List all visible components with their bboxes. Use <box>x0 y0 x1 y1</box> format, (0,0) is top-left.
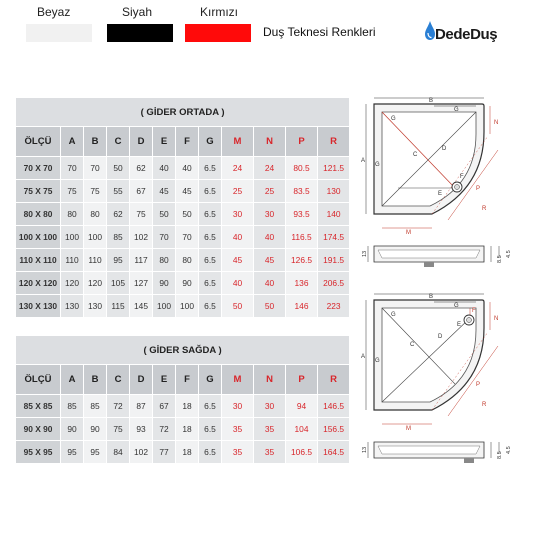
legend-label-red: Kırmızı <box>200 5 238 19</box>
table-cell: 126.5 <box>286 249 318 272</box>
table-cell: 45 <box>153 180 176 203</box>
dim-label-p: P <box>476 186 481 192</box>
table-cell: 18 <box>176 418 199 441</box>
table-cell: 40 <box>222 226 254 249</box>
table-cell: 83.5 <box>286 180 318 203</box>
table-cell: 25 <box>254 180 286 203</box>
table-cell: 191.5 <box>318 249 350 272</box>
dim-label-b: B <box>429 294 434 300</box>
table-cell: 130 <box>84 295 107 318</box>
table-cell: 87 <box>130 395 153 418</box>
profile-height-label: 13 <box>362 250 368 257</box>
table-cell: 95 <box>61 441 84 464</box>
table-cell: 80 <box>153 249 176 272</box>
table-cell: 85 <box>61 395 84 418</box>
table-cell: 106.5 <box>286 441 318 464</box>
table-row <box>16 249 350 272</box>
table-cell: 85 <box>107 226 130 249</box>
table-cell: 25 <box>222 180 254 203</box>
table-cell: 102 <box>130 226 153 249</box>
table-cell: 70 <box>153 226 176 249</box>
table-cell: 120 <box>84 272 107 295</box>
dim-label-e: E <box>438 191 443 197</box>
dim-label-a: A <box>361 354 366 360</box>
table-cell: 130 <box>61 295 84 318</box>
table-cell: 100 <box>84 226 107 249</box>
table-cell: 35 <box>222 418 254 441</box>
size-cell: 70 X 70 <box>16 157 61 180</box>
table-cell: 24 <box>222 157 254 180</box>
profile-depth-label-b: 4.5 <box>506 446 512 454</box>
table-cell: 45 <box>176 180 199 203</box>
brand-logo <box>423 19 515 45</box>
dim-label-p: P <box>476 382 481 388</box>
size-cell: 85 X 85 <box>16 395 61 418</box>
swatch-black <box>107 24 173 42</box>
table-cell: 146.5 <box>318 395 350 418</box>
table-cell: 100 <box>153 295 176 318</box>
table-cell: 75 <box>84 180 107 203</box>
table-cell: 104 <box>286 418 318 441</box>
dim-label-b: B <box>429 98 434 104</box>
table-cell: 50 <box>153 203 176 226</box>
dim-label-g2: G <box>391 312 396 318</box>
column-header: B <box>84 365 107 395</box>
table-row <box>16 180 350 203</box>
table-cell: 136 <box>286 272 318 295</box>
table-cell: 30 <box>254 203 286 226</box>
dim-label-f: F <box>460 174 464 180</box>
column-header: C <box>107 127 130 157</box>
dim-label-a: A <box>361 158 366 164</box>
table-cell: 115 <box>107 295 130 318</box>
column-header: P <box>286 365 318 395</box>
table-row <box>16 395 350 418</box>
profile-depth-label-a: 8.5 <box>497 255 503 263</box>
table-cell: 6.5 <box>199 441 222 464</box>
table-cell: 94 <box>286 395 318 418</box>
table-row <box>16 418 350 441</box>
column-header: F <box>176 127 199 157</box>
table-row <box>16 441 350 464</box>
table-cell: 140 <box>318 203 350 226</box>
table-cell: 30 <box>222 395 254 418</box>
table-cell: 50 <box>254 295 286 318</box>
table-cell: 105 <box>107 272 130 295</box>
table-title: ( GİDER SAĞDA ) <box>16 336 350 365</box>
size-cell: 95 X 95 <box>16 441 61 464</box>
size-cell: 130 X 130 <box>16 295 61 318</box>
column-header: M <box>222 127 254 157</box>
table-cell: 40 <box>254 226 286 249</box>
table-cell: 6.5 <box>199 226 222 249</box>
water-drop-logo-icon <box>423 19 515 45</box>
table-cell: 75 <box>130 203 153 226</box>
profile-depth-label-a: 8.5 <box>497 451 503 459</box>
table-cell: 93 <box>130 418 153 441</box>
table-cell: 35 <box>254 441 286 464</box>
table-cell: 6.5 <box>199 157 222 180</box>
table-cell: 117 <box>130 249 153 272</box>
table-cell: 6.5 <box>199 295 222 318</box>
table-cell: 40 <box>153 157 176 180</box>
table-cell: 223 <box>318 295 350 318</box>
dim-label-f: F <box>472 308 476 314</box>
column-header: N <box>254 127 286 157</box>
size-cell: 100 X 100 <box>16 226 61 249</box>
table-cell: 102 <box>130 441 153 464</box>
column-header: N <box>254 365 286 395</box>
column-header: C <box>107 365 130 395</box>
table-cell: 35 <box>254 418 286 441</box>
dim-label-m: M <box>406 426 411 432</box>
dim-label-g: G <box>454 107 459 113</box>
table-cell: 95 <box>84 441 107 464</box>
table-cell: 67 <box>153 395 176 418</box>
size-cell: 80 X 80 <box>16 203 61 226</box>
column-header: D <box>130 127 153 157</box>
table-cell: 62 <box>130 157 153 180</box>
dim-label-g2: G <box>391 116 396 122</box>
table-cell: 50 <box>107 157 130 180</box>
table-cell: 70 <box>176 226 199 249</box>
column-header: F <box>176 365 199 395</box>
table-cell: 80 <box>84 203 107 226</box>
table-cell: 72 <box>107 395 130 418</box>
table-cell: 116.5 <box>286 226 318 249</box>
table-cell: 70 <box>84 157 107 180</box>
column-header: G <box>199 127 222 157</box>
size-cell: 75 X 75 <box>16 180 61 203</box>
dim-label-d: D <box>442 146 447 152</box>
table-cell: 75 <box>107 418 130 441</box>
table-cell: 62 <box>107 203 130 226</box>
table-cell: 30 <box>254 395 286 418</box>
table-cell: 146 <box>286 295 318 318</box>
table-cell: 30 <box>222 203 254 226</box>
table-cell: 24 <box>254 157 286 180</box>
table-row <box>16 272 350 295</box>
table-cell: 45 <box>222 249 254 272</box>
table-cell: 6.5 <box>199 203 222 226</box>
table-cell: 90 <box>176 272 199 295</box>
table-cell: 18 <box>176 395 199 418</box>
dim-label-r: R <box>482 402 487 408</box>
table-cell: 80.5 <box>286 157 318 180</box>
table-cell: 6.5 <box>199 395 222 418</box>
size-cell: 110 X 110 <box>16 249 61 272</box>
table-cell: 121.5 <box>318 157 350 180</box>
table-cell: 80 <box>176 249 199 272</box>
table-cell: 93.5 <box>286 203 318 226</box>
table-cell: 90 <box>153 272 176 295</box>
profile-height-label: 13 <box>362 446 368 453</box>
dim-label-m: M <box>406 230 411 236</box>
table-cell: 84 <box>107 441 130 464</box>
swatch-red <box>185 24 251 42</box>
table-cell: 174.5 <box>318 226 350 249</box>
dim-label-c: C <box>413 152 418 158</box>
dim-label-g3: G <box>375 358 380 364</box>
table-row <box>16 203 350 226</box>
table-cell: 145 <box>130 295 153 318</box>
column-header: E <box>153 365 176 395</box>
size-cell: 90 X 90 <box>16 418 61 441</box>
table-cell: 75 <box>61 180 84 203</box>
table-row <box>16 295 350 318</box>
table-row <box>16 157 350 180</box>
profile-depth-label-b: 4.5 <box>506 250 512 258</box>
table-cell: 110 <box>61 249 84 272</box>
table-cell: 55 <box>107 180 130 203</box>
column-header: R <box>318 365 350 395</box>
table-cell: 90 <box>84 418 107 441</box>
dim-label-n: N <box>494 120 499 126</box>
table-cell: 80 <box>61 203 84 226</box>
column-header: ÖLÇÜ <box>16 365 61 395</box>
table-cell: 50 <box>176 203 199 226</box>
table-cell: 40 <box>176 157 199 180</box>
table-cell: 85 <box>84 395 107 418</box>
dim-label-e: E <box>457 322 462 328</box>
column-header: R <box>318 127 350 157</box>
swatch-white <box>26 24 92 42</box>
table-cell: 50 <box>222 295 254 318</box>
column-header: ÖLÇÜ <box>16 127 61 157</box>
column-header: A <box>61 365 84 395</box>
table-cell: 6.5 <box>199 249 222 272</box>
table-cell: 120 <box>61 272 84 295</box>
dim-label-d: D <box>438 334 443 340</box>
table-cell: 164.5 <box>318 441 350 464</box>
table-cell: 130 <box>318 180 350 203</box>
table-cell: 6.5 <box>199 180 222 203</box>
column-header: A <box>61 127 84 157</box>
legend-label-white: Beyaz <box>37 5 71 19</box>
table-cell: 206.5 <box>318 272 350 295</box>
brand-logo-text: DedeDuş <box>435 26 498 43</box>
table-cell: 18 <box>176 441 199 464</box>
table-cell: 6.5 <box>199 272 222 295</box>
table-cell: 90 <box>61 418 84 441</box>
diagram-center-drain <box>358 92 533 272</box>
spec-table-side-drain <box>15 335 350 464</box>
table-cell: 72 <box>153 418 176 441</box>
table-cell: 40 <box>222 272 254 295</box>
table-cell: 67 <box>130 180 153 203</box>
dim-label-c: C <box>410 342 415 348</box>
column-header: D <box>130 365 153 395</box>
dim-label-g: G <box>454 303 459 309</box>
legend-label-black: Siyah <box>122 5 153 19</box>
table-cell: 35 <box>222 441 254 464</box>
table-cell: 100 <box>176 295 199 318</box>
diagram-side-drain <box>358 288 533 468</box>
column-header: B <box>84 127 107 157</box>
column-header: M <box>222 365 254 395</box>
table-cell: 6.5 <box>199 418 222 441</box>
table-cell: 110 <box>84 249 107 272</box>
table-cell: 70 <box>61 157 84 180</box>
dim-label-g3: G <box>375 162 380 168</box>
table-cell: 127 <box>130 272 153 295</box>
colors-title: Duş Teknesi Renkleri <box>263 25 376 39</box>
dim-label-n: N <box>494 316 499 322</box>
table-row <box>16 226 350 249</box>
table-title: ( GİDER ORTADA ) <box>16 98 350 127</box>
size-cell: 120 X 120 <box>16 272 61 295</box>
column-header: E <box>153 127 176 157</box>
dim-label-r: R <box>482 206 487 212</box>
table-cell: 95 <box>107 249 130 272</box>
table-cell: 45 <box>254 249 286 272</box>
column-header: P <box>286 127 318 157</box>
column-header: G <box>199 365 222 395</box>
spec-table-center-drain <box>15 97 350 318</box>
table-cell: 156.5 <box>318 418 350 441</box>
table-cell: 77 <box>153 441 176 464</box>
table-cell: 100 <box>61 226 84 249</box>
table-cell: 40 <box>254 272 286 295</box>
